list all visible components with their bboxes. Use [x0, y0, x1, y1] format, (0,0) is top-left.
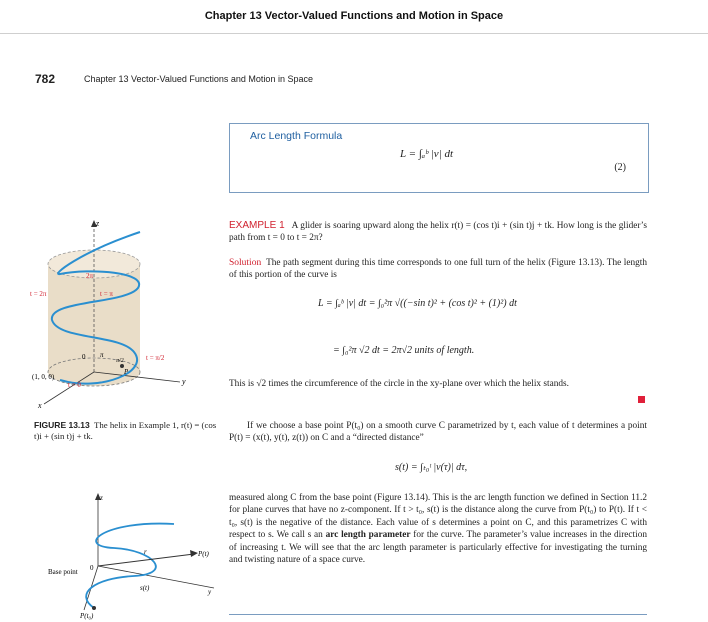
label-t-0: t = 0	[68, 381, 81, 389]
label-st: s(t)	[140, 584, 150, 592]
arc-length-equation: L = ∫ₐᵇ |v| dt	[400, 148, 454, 160]
label-pi-half: π/2	[116, 358, 124, 364]
figure-13-13-caption	[34, 420, 224, 442]
header-divider	[0, 33, 708, 34]
figure-13-13-helix	[30, 212, 210, 417]
example-label: EXAMPLE 1	[229, 220, 285, 231]
body-paragraph-1: If we choose a base point P(t₀) on a smooth curve C parametrized by t, each value of t determines a point P(t) = (x(t), y(t), z(t)) on C and a “directed distance”	[229, 421, 647, 444]
label-Pt: P(t)	[198, 550, 209, 558]
label-2pi: 2π	[86, 272, 94, 280]
position-vector-arrowhead	[190, 550, 198, 557]
running-head: Chapter 13 Vector-Valued Functions and Motion in Space	[84, 74, 313, 84]
label-pi: π	[100, 351, 104, 359]
end-of-example-marker	[638, 396, 645, 403]
length-integral-eq2: = ∫₀²π √2 dt = 2π√2 units of length.	[333, 345, 475, 356]
label-t-pi: t = π	[100, 290, 113, 298]
chapter-title: Chapter 13 Vector-Valued Functions and Motion in Space	[204, 10, 504, 22]
base-point-dot	[92, 606, 96, 610]
arc-length-function-eq: s(t) = ∫ₜ₀ᵗ |v(τ)| dτ,	[395, 462, 468, 473]
conclusion-text: This is √2 times the circumference of the circle in the xy-plane over which the helix stands.	[229, 379, 569, 389]
para2-part-b: for the curve. The parameter’s value increases in the direction of increasing t. We will see that the arc length parameter is particularly effective for investigating the turning and twisting nature of a space curve.	[229, 530, 648, 566]
label-z: z	[96, 219, 100, 228]
label-x: x	[38, 401, 42, 410]
label-y: y	[182, 377, 186, 386]
figure-13-13-caption-text: The helix in Example 1, r(t) = (cos t)i + (sin t)j + tk.	[34, 420, 217, 441]
body-paragraph-2	[229, 492, 647, 566]
label-z: z	[100, 494, 103, 502]
para2-part-a: measured along C from the base point (Figure 13.14). This is the arc length function we defined in Section 11.2 for plane curves that have no z-component. If t > t₀, s(t) is the distance along the curve from P(t₀) to P(t). If t < t₀, s(t) is the negative of the distance. Each value of s determines a point on C, and this parametrizes C with respect to s. We call s an	[229, 493, 647, 541]
label-t-2pi: t = 2π	[30, 290, 47, 298]
label-t-pi-half: t = π/2	[146, 354, 165, 362]
label-Pt0: P(t₀)	[80, 612, 94, 620]
figure-13-13-label: FIGURE 13.13	[34, 420, 90, 430]
figure-13-14-arc-length	[44, 490, 224, 620]
arc-length-formula-box	[229, 123, 649, 193]
label-base-point: Base point	[48, 568, 78, 576]
label-origin: 0	[82, 353, 86, 361]
arc-length-parameter-term: arc length parameter	[325, 530, 411, 541]
solution-text: The path segment during this time corresponds to one full turn of the helix (Figure 13.13). The length of this portion of the curve is	[229, 258, 647, 281]
solution-paragraph	[229, 257, 647, 282]
example-text: A glider is soaring upward along the helix r(t) = (cos t)i + (sin t)j + tk. How long is the glider’s path from t = 0 to t = 2π?	[229, 221, 647, 244]
example-1-statement	[229, 220, 647, 245]
label-origin: 0	[90, 564, 94, 572]
label-P: P	[124, 368, 129, 376]
solution-label: Solution	[229, 258, 262, 268]
example-conclusion	[229, 378, 647, 390]
formula-box-title: Arc Length Formula	[250, 130, 343, 142]
equation-number: (2)	[614, 162, 626, 173]
label-point-1-0-0: (1, 0, 0)	[32, 373, 55, 381]
page-number: 782	[35, 72, 56, 86]
label-y: y	[208, 588, 212, 596]
length-integral-eq1: L = ∫ₐᵇ |v| dt = ∫₀²π √((−sin t)² + (cos t)² + (1)²) dt	[318, 298, 517, 309]
bottom-divider	[229, 614, 647, 615]
label-r: r	[144, 548, 147, 556]
